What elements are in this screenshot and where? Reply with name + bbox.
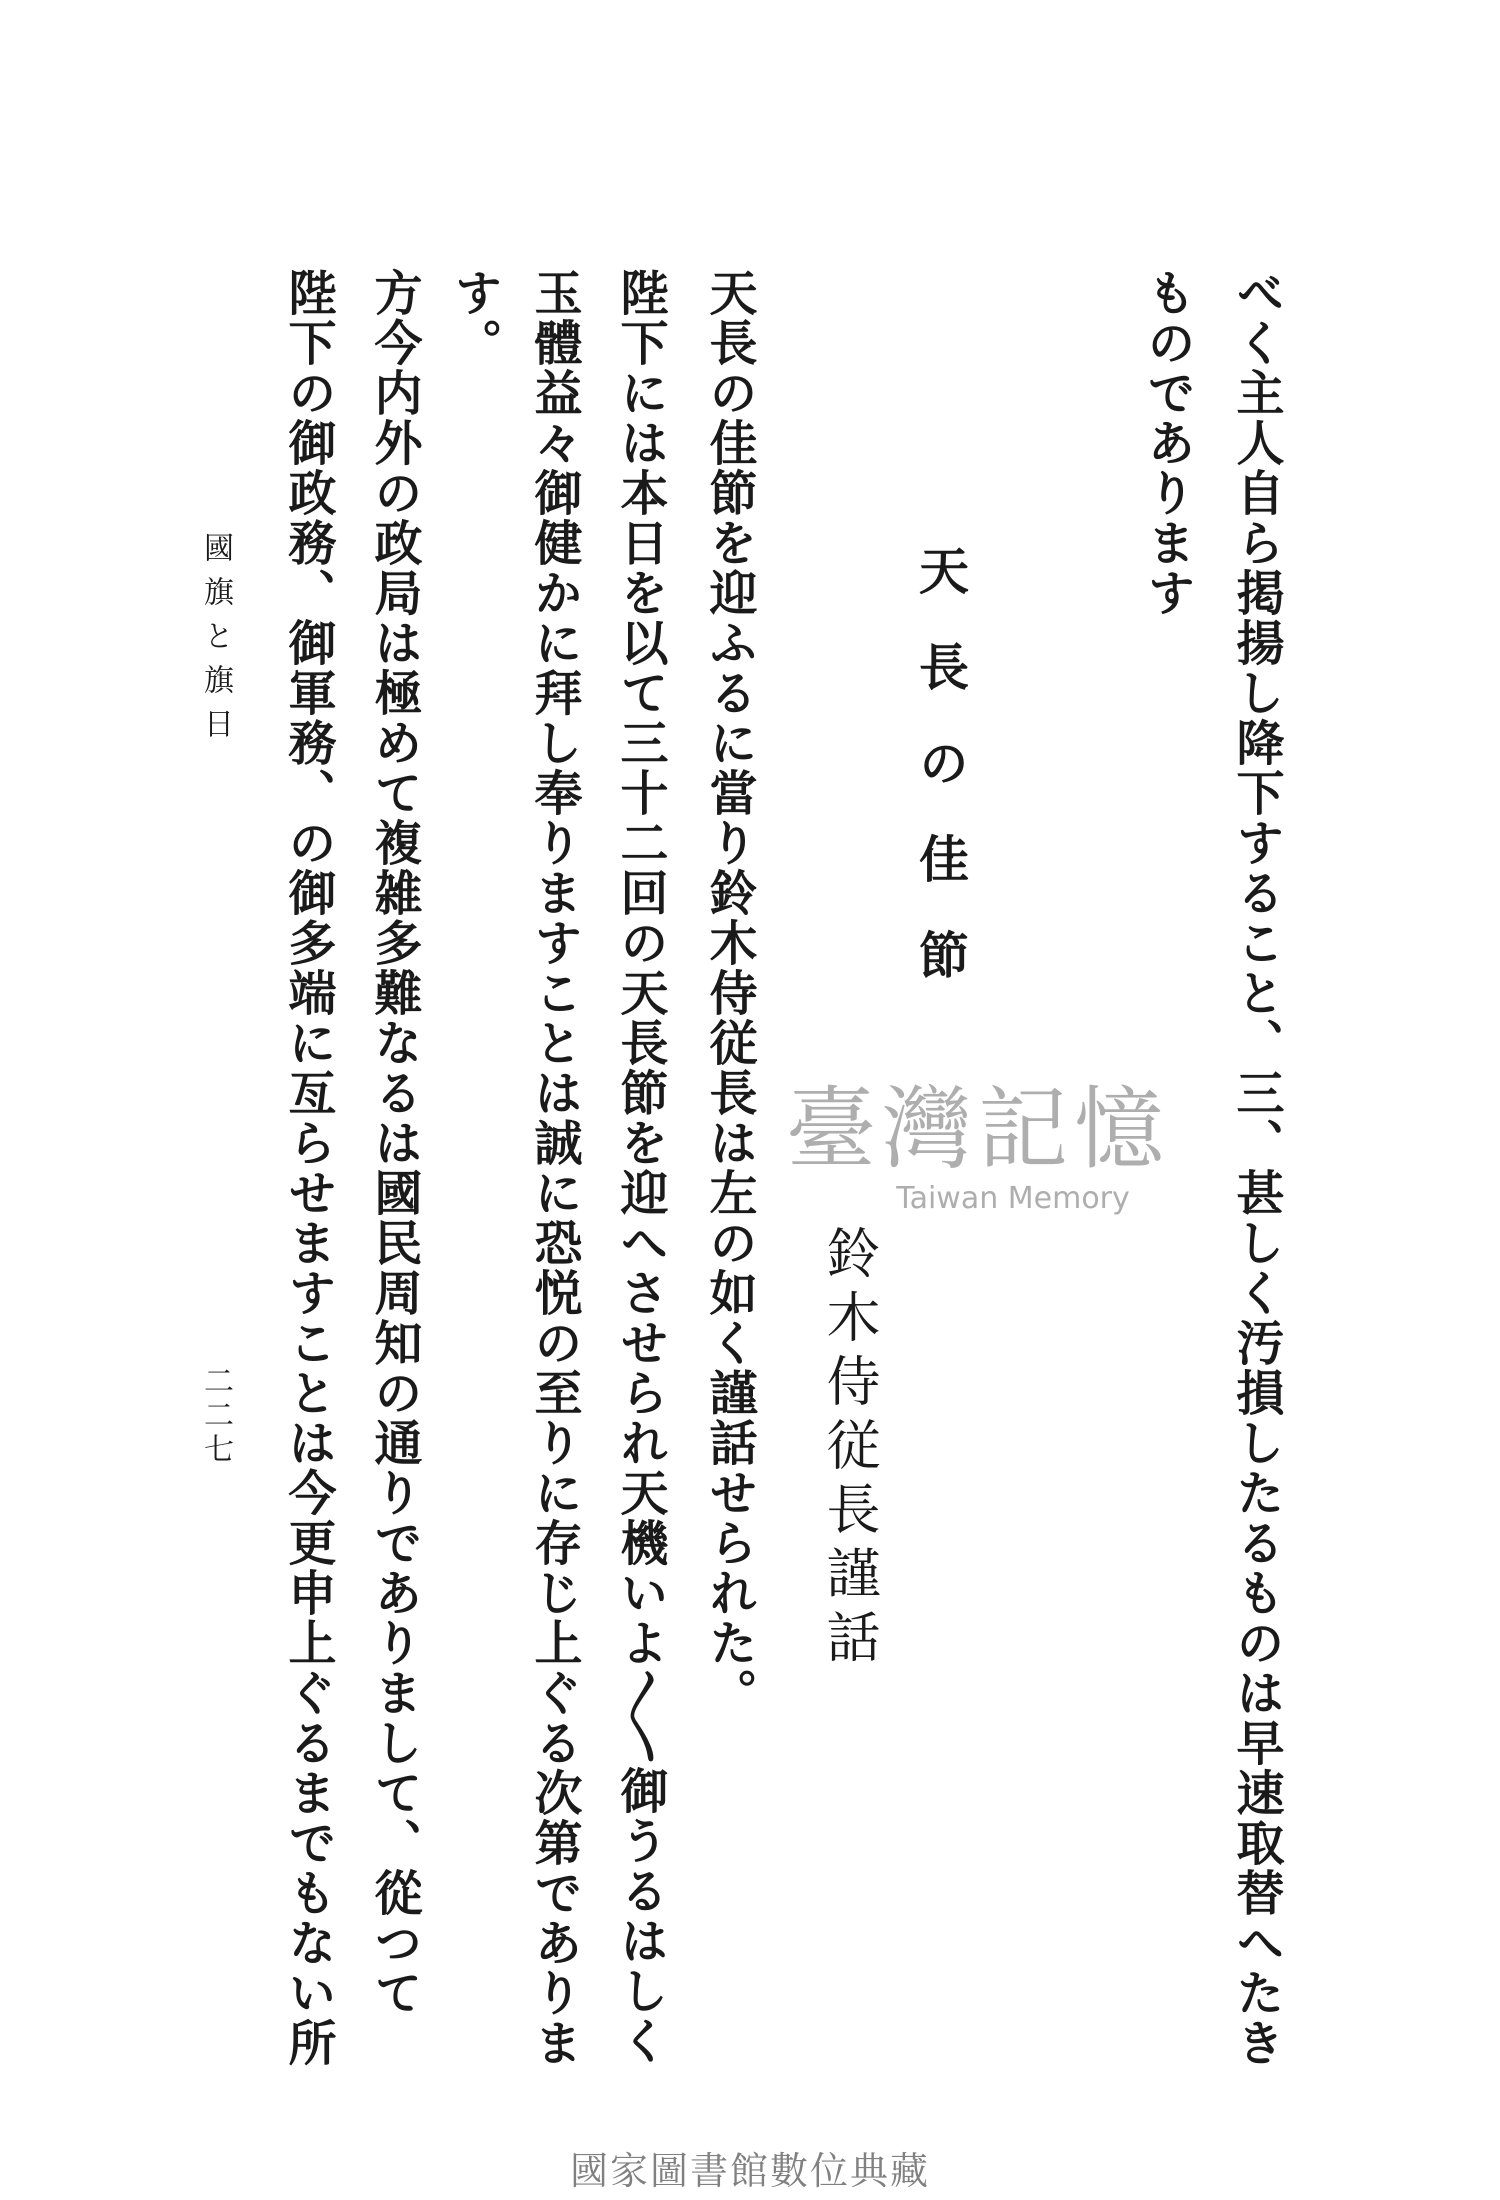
- page-number: 二二七: [198, 1365, 233, 1467]
- watermark-english: Taiwan Memory: [896, 1181, 1130, 1216]
- watermark-logo: [758, 1077, 1198, 1216]
- body-line-1: 天長の佳節を迎ふるに當り鈴木侍従長は左の如く謹話せられた。: [701, 268, 757, 1718]
- watermark-chinese: 臺灣記憶: [786, 1077, 1170, 1182]
- body-line-6: 陛下の御政務、御軍務、の御多端に亙らせますことは今更申上ぐるまでもない所: [280, 268, 336, 2068]
- archive-footer: 國家圖書館數位典藏: [569, 2149, 930, 2193]
- text-line-2: ものであります: [1139, 268, 1195, 618]
- body-line-2: 陛下には本日を以て三十二回の天長節を迎へさせられ天機いよ〳〵御うるはしく: [612, 268, 668, 2066]
- running-title: 國旗と旗日: [198, 532, 233, 752]
- section-heading: 天長の佳節: [911, 545, 970, 1025]
- byline: 鈴木侍従長謹話: [818, 1225, 881, 1673]
- body-line-4: す。: [446, 268, 502, 368]
- body-line-3: 玉體益々御健かに拜し奉りますことは誠に恐悦の至りに存じ上ぐる次第でありま: [526, 268, 582, 2068]
- body-line-5: 方今内外の政局は極めて複雑多難なるは國民周知の通りでありまして、從つて: [366, 268, 422, 2018]
- text-line-1: べく主人自ら掲揚し降下すること、三、甚しく汚損したるものは早速取替へたき: [1228, 268, 1284, 2068]
